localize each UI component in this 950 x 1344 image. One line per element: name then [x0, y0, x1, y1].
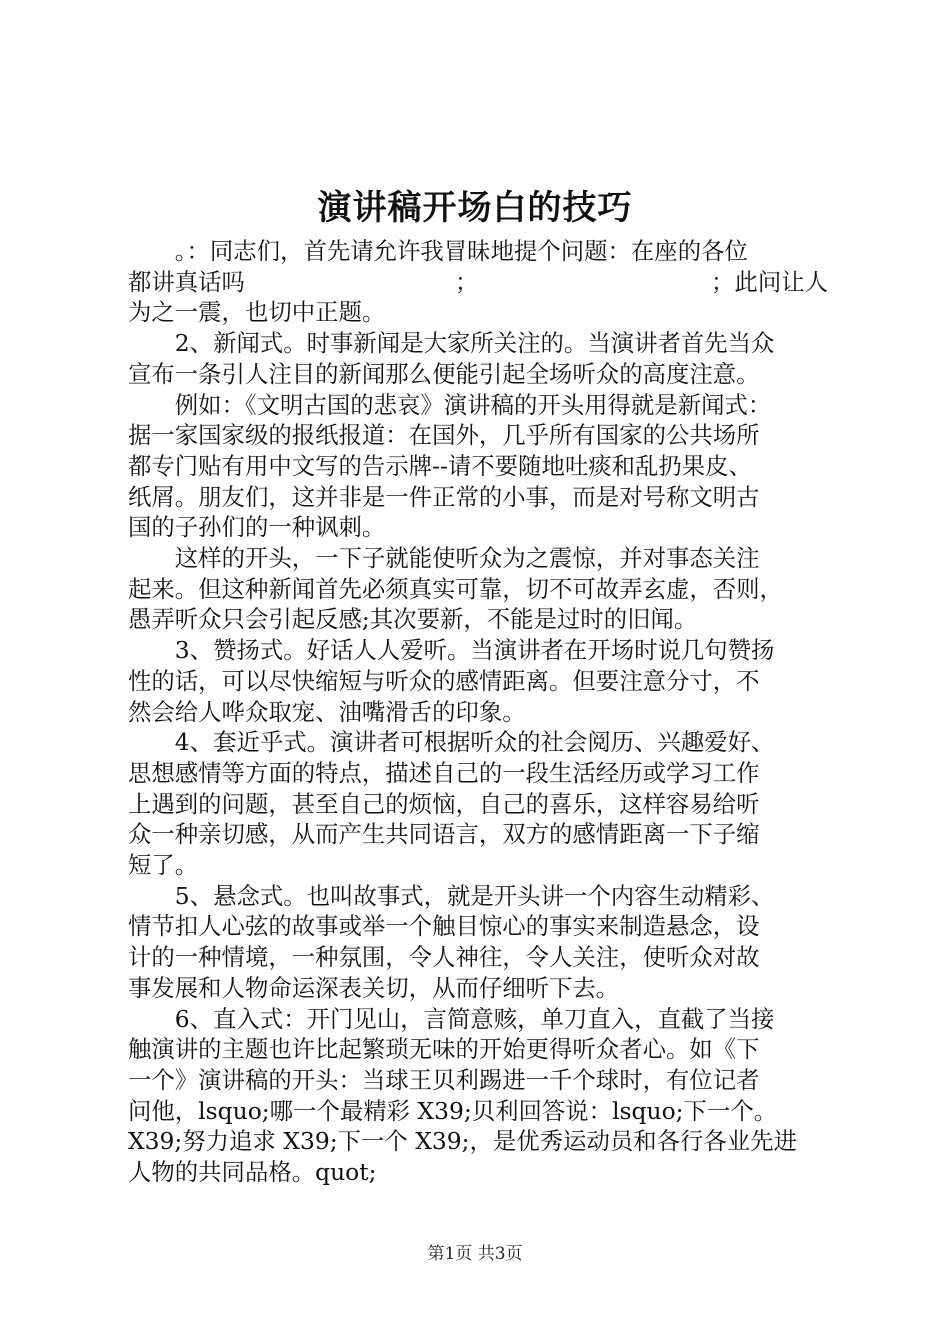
text-line: 问他，lsquo;哪一个最精彩 X39;贝利回答说：lsquo;下一个。	[128, 1096, 778, 1125]
text-line: 上遇到的问题，甚至自己的烦恼，自己的喜乐，这样容易给听	[128, 789, 760, 818]
document-body	[128, 236, 828, 1188]
text-line: 纸屑。朋友们，这并非是一件正常的小事，而是对号称文明古	[128, 482, 760, 511]
text-line: 宣布一条引人注目的新闻那么便能引起全场听众的高度注意。	[128, 359, 760, 388]
text-line: 一个》演讲稿的开头：当球王贝利踢进一千个球时，有位记者	[128, 1065, 760, 1094]
text-line: 性的话，可以尽快缩短与听众的感情距离。但要注意分寸，不	[128, 666, 760, 695]
text-line: 6、直入式：开门见山，言简意赅，单刀直入，直截了当接	[174, 1004, 775, 1033]
text-line: 据一家国家级的报纸报道：在国外，几乎所有国家的公共场所	[128, 421, 760, 450]
text-line: X39;努力追求 X39;下一个 X39;，是优秀运动员和各行各业先进	[128, 1127, 797, 1156]
text-fragment: ；	[454, 267, 479, 296]
text-line: 这样的开头，一下子就能使听众为之震惊，并对事态关注	[174, 544, 760, 573]
text-line: 事发展和人物命运深表关切，从而仔细听下去。	[128, 973, 620, 1002]
text-line: 愚弄听众只会引起反感;其次要新，不能是过时的旧闻。	[128, 605, 698, 634]
text-line: 人物的共同品格。quot;	[128, 1158, 377, 1187]
text-line: 计的一种情境，一种氛围，令人神往，令人关注，使听众对故	[128, 943, 760, 972]
text-line: 4、套近乎式。演讲者可根据听众的社会阅历、兴趣爱好、	[174, 728, 775, 757]
text-line: 思想感情等方面的特点，描述自己的一段生活经历或学习工作	[128, 758, 760, 787]
text-fragment: ；此问让人	[711, 267, 828, 296]
text-line: 3、赞扬式。好话人人爱听。当演讲者在开场时说几句赞扬	[174, 636, 775, 665]
text-line: 起来。但这种新闻首先必须真实可靠，切不可故弄玄虚，否则，	[128, 574, 783, 603]
text-fragment: 都讲真话吗	[128, 267, 245, 296]
text-line: 触演讲的主题也许比起繁琐无味的开始更得听众者心。如《下	[128, 1035, 760, 1064]
text-line: 然会给人哗众取宠、油嘴滑舌的印象。	[128, 697, 526, 726]
document-title: 演讲稿开场白的技巧	[317, 188, 633, 228]
text-line: 短了。	[128, 851, 199, 880]
page-footer: 第1页 共3页	[427, 1244, 523, 1264]
text-line: 都专门贴有用中文写的告示牌--请不要随地吐痰和乱扔果皮、	[128, 451, 752, 480]
text-line: 情节扣人心弦的故事或举一个触目惊心的事实来制造悬念，设	[128, 912, 760, 941]
text-line: 例如：《文明古国的悲哀》演讲稿的开头用得就是新闻式：	[174, 390, 772, 419]
text-line	[128, 267, 828, 298]
text-line: 。：同志们，首先请允许我冒昧地提个问题：在座的各位	[174, 237, 748, 265]
text-line: 国的子孙们的一种讽刺。	[128, 513, 386, 542]
text-line: 众一种亲切感，从而产生共同语言，双方的感情距离一下子缩	[128, 820, 760, 849]
text-line: 5、悬念式。也叫故事式，就是开头讲一个内容生动精彩、	[174, 881, 775, 910]
text-line: 2、新闻式。时事新闻是大家所关注的。当演讲者首先当众	[174, 329, 775, 358]
text-line: 为之一震，也切中正题。	[128, 298, 386, 327]
